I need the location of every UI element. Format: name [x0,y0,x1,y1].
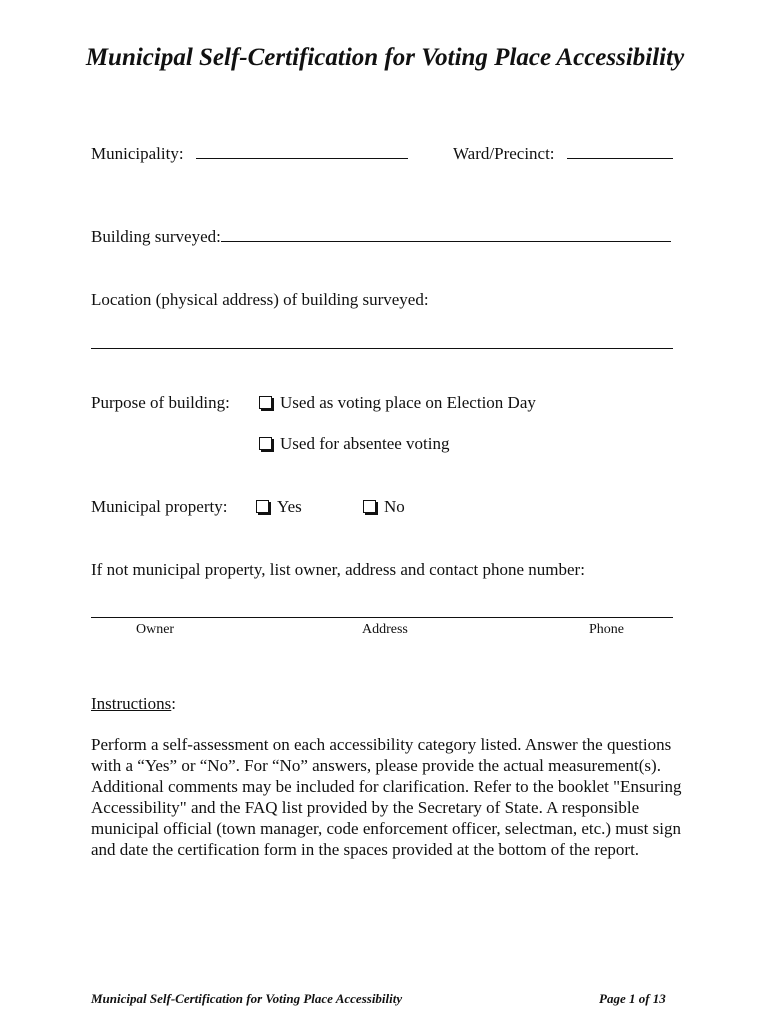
checkbox-icon[interactable] [256,500,269,513]
instructions-heading-colon: : [171,694,177,713]
instructions-body: Perform a self-assessment on each accessibility category listed. Answer the questions with a “Yes” or “No”. For “No” answers, please provide the actual measurement(s). Additional comments may be included for clarification. Refer to the booklet "Ensuring Accessibility" and the FAQ list provided by the Secretary of State. A responsible municipal official (town manager, code enforcement officer, selectman, etc.) must sign and date the certification form in the spaces provided at the bottom of the report. [91,735,682,859]
building-field[interactable] [221,227,671,242]
municipal-property-yes[interactable] [256,497,302,517]
ward-row [453,144,673,164]
municipal-property-label: Municipal property: [91,497,228,516]
ward-label: Ward/Precinct: [453,144,555,163]
owner-address-phone-field[interactable] [91,603,673,618]
municipal-property-no[interactable] [363,497,405,517]
municipality-row [91,144,408,164]
instructions-heading [91,694,176,714]
column-phone: Phone [589,622,624,637]
option-label: No [384,497,405,516]
purpose-option-election-day[interactable] [259,393,536,413]
municipality-label: Municipality: [91,144,184,163]
footer-title: Municipal Self-Certification for Voting Place Accessibility [91,991,403,1006]
ward-field[interactable] [567,144,673,159]
checkbox-icon[interactable] [363,500,376,513]
instructions-heading-text: Instructions [91,694,172,713]
page-number: Page 1 of 13 [599,991,666,1006]
option-label: Yes [277,497,302,516]
building-label: Building surveyed: [91,227,221,246]
location-field[interactable] [91,334,673,349]
column-owner: Owner [136,622,175,637]
location-label: Location (physical address) of building surveyed: [91,290,429,309]
building-row [91,227,671,247]
owner-prompt: If not municipal property, list owner, address and contact phone number: [91,560,585,579]
column-address: Address [362,622,408,637]
purpose-option-label: Used as voting place on Election Day [280,393,536,412]
page-title: Municipal Self-Certification for Voting Place Accessibility [85,44,685,71]
municipality-field[interactable] [196,144,408,159]
purpose-label: Purpose of building: [91,393,230,412]
checkbox-icon[interactable] [259,396,272,409]
purpose-option-absentee[interactable] [259,434,449,454]
checkbox-icon[interactable] [259,437,272,450]
purpose-option-label: Used for absentee voting [280,434,450,453]
